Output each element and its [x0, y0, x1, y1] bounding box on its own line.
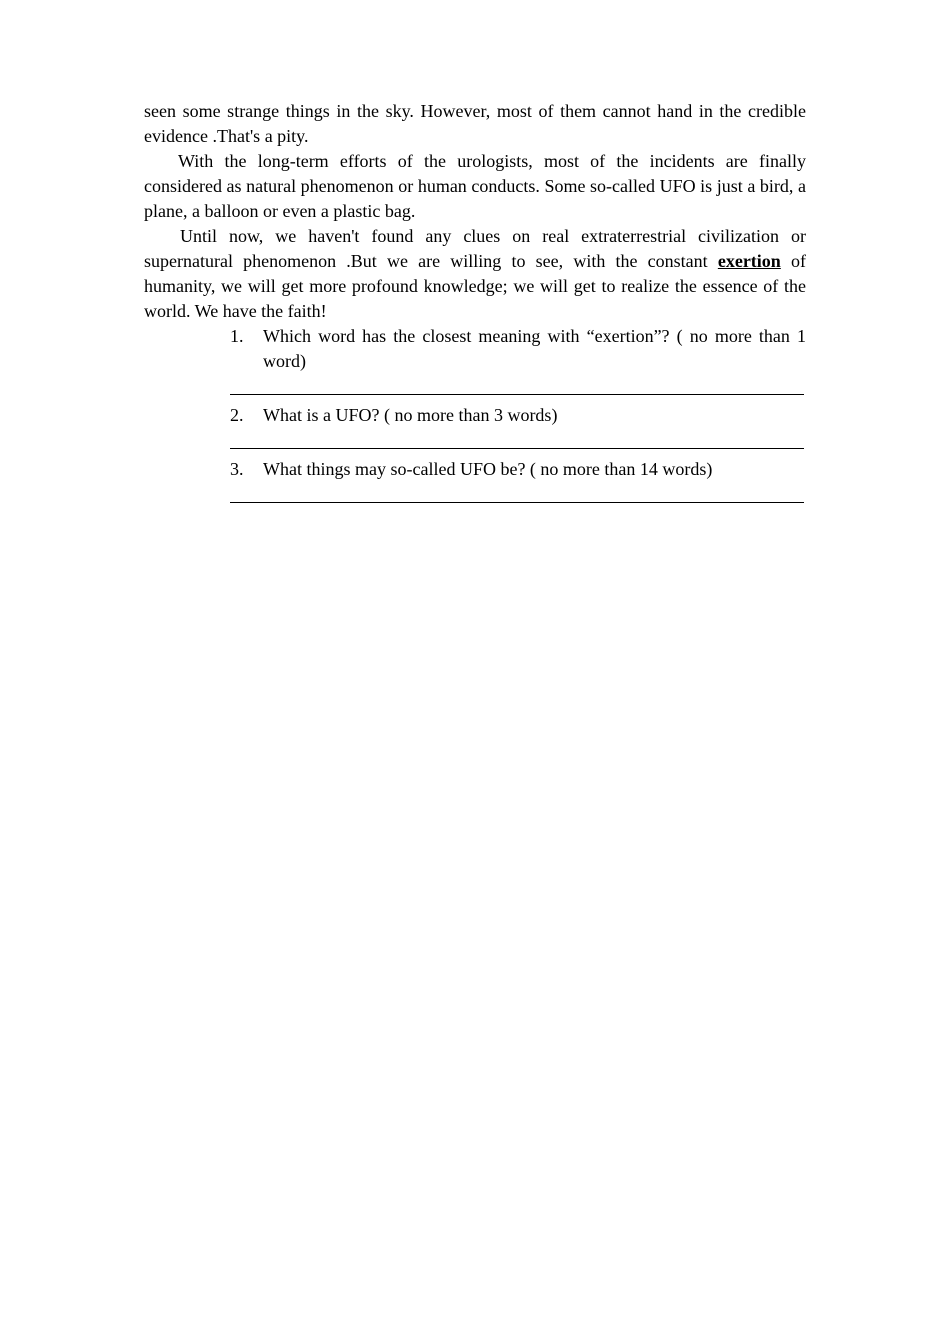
answer-line-1[interactable] — [230, 370, 804, 395]
question-number: 2. — [230, 405, 244, 425]
document-page — [144, 99, 806, 511]
question-text: Which word has the closest meaning with “exertion”? ( no more than 1 word) — [263, 326, 806, 371]
passage-paragraph-3-text-after: of humanity, we will get more profound knowledge; we will get to realize the essence of the world. We have the faith! — [144, 251, 807, 321]
question-text: What is a UFO? ( no more than 3 words) — [263, 405, 558, 425]
passage-paragraph-2: With the long-term efforts of the urologists, most of the incidents are finally considered as natural phenomenon or human conducts. Some so-called UFO is just a bird, a plane, a balloon or even a plastic bag. — [144, 151, 806, 221]
keyword-exertion: exertion — [717, 251, 781, 271]
question-text: What things may so-called UFO be? ( no more than 14 words) — [263, 459, 713, 479]
passage-paragraph-3 — [144, 224, 806, 324]
answer-line-2[interactable] — [230, 424, 804, 449]
passage-paragraph-1: seen some strange things in the sky. However, most of them cannot hand in the credible evidence .That's a pity. — [144, 101, 806, 146]
question-number: 3. — [230, 459, 244, 479]
question-item-1 — [230, 324, 806, 374]
answer-line-3[interactable] — [230, 478, 804, 503]
passage-paragraph-3-text-before: Until now, we haven't found any clues on real extraterrestrial civilization or supernatural phenomenon .But we are willing to see, with the constant — [144, 226, 806, 271]
question-list — [230, 324, 806, 507]
question-number: 1. — [230, 326, 244, 346]
